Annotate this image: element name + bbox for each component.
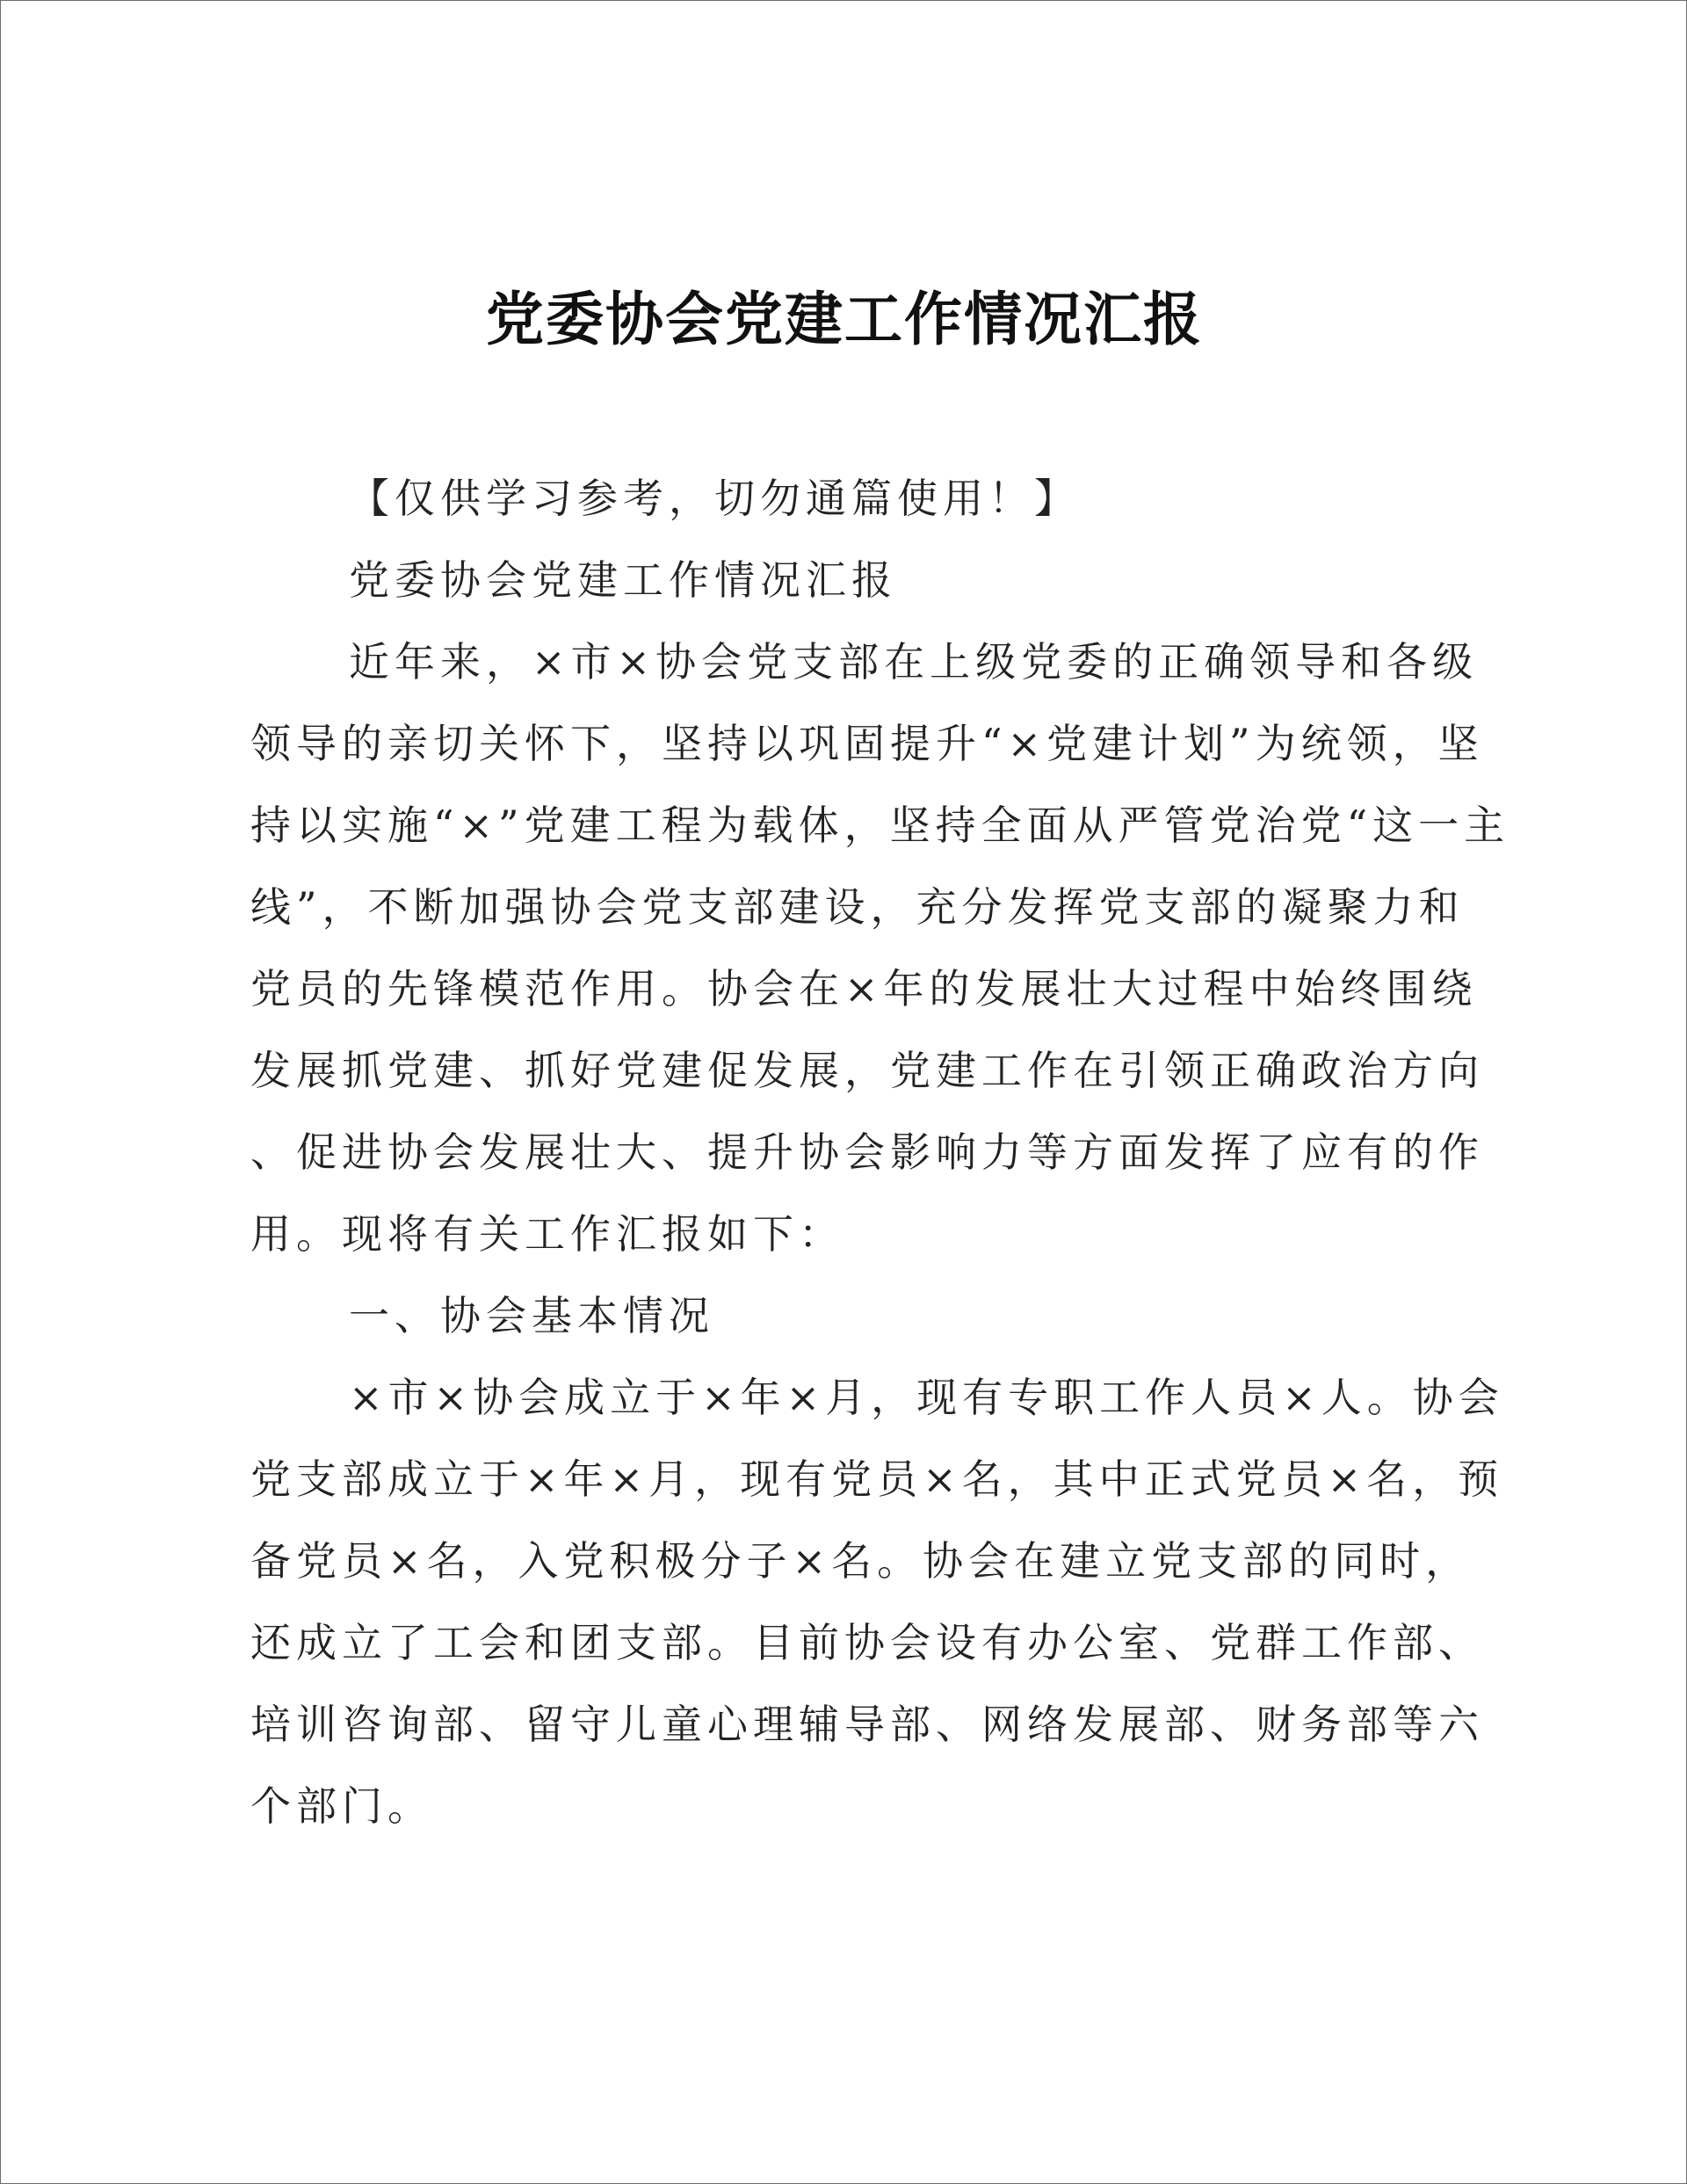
paragraph-line: 党支部成立于×年×月，现有党员×名，其中正式党员×名，预 [250,1455,1504,1503]
paragraph-line: 党员的先锋模范作用。协会在×年的发展壮大过程中始终围绕 [250,965,1478,1012]
paragraph-line: ×市×协会成立于×年×月，现有专职工作人员×人。协会 [349,1374,1504,1421]
paragraph-line: 培训咨询部、留守儿童心理辅导部、网络发展部、财务部等六 [250,1701,1484,1748]
paragraph-line: 持以实施“×”党建工程为载体，坚持全面从严管党治党“这一主 [250,802,1510,849]
paragraph-line: 发展抓党建、抓好党建促发展，党建工作在引领正确政治方向 [250,1047,1484,1094]
intro-paragraph [250,621,1510,1275]
document-title: 党委协会党建工作情况汇报 [486,286,1203,353]
paragraph-line: 线”，不断加强协会党支部建设，充分发挥党支部的凝聚力和 [250,883,1465,931]
report-subtitle: 党委协会党建工作情况汇报 [349,556,897,604]
paragraph-line: 领导的亲切关怀下，坚持以巩固提升“×党建计划”为统领，坚 [250,720,1484,767]
paragraph-line: 备党员×名，入党积极分子×名。协会在建立党支部的同时， [250,1537,1472,1585]
section-heading: 一、协会基本情况 [349,1292,714,1339]
document-body [250,458,1510,1847]
paragraph-line: 还成立了工会和团支部。目前协会设有办公室、党群工作部、 [250,1619,1484,1666]
paragraph-line: 、促进协会发展壮大、提升协会影响力等方面发挥了应有的作 [250,1128,1484,1176]
paragraph-line: 用。现将有关工作汇报如下： [250,1210,844,1258]
usage-notice: 【仅供学习参考，切勿通篇使用！】 [349,475,1080,522]
paragraph-line: 个部门。 [250,1782,433,1830]
paragraph-line: 近年来，×市×协会党支部在上级党委的正确领导和各级 [349,638,1479,686]
section1-paragraph [250,1357,1504,1847]
